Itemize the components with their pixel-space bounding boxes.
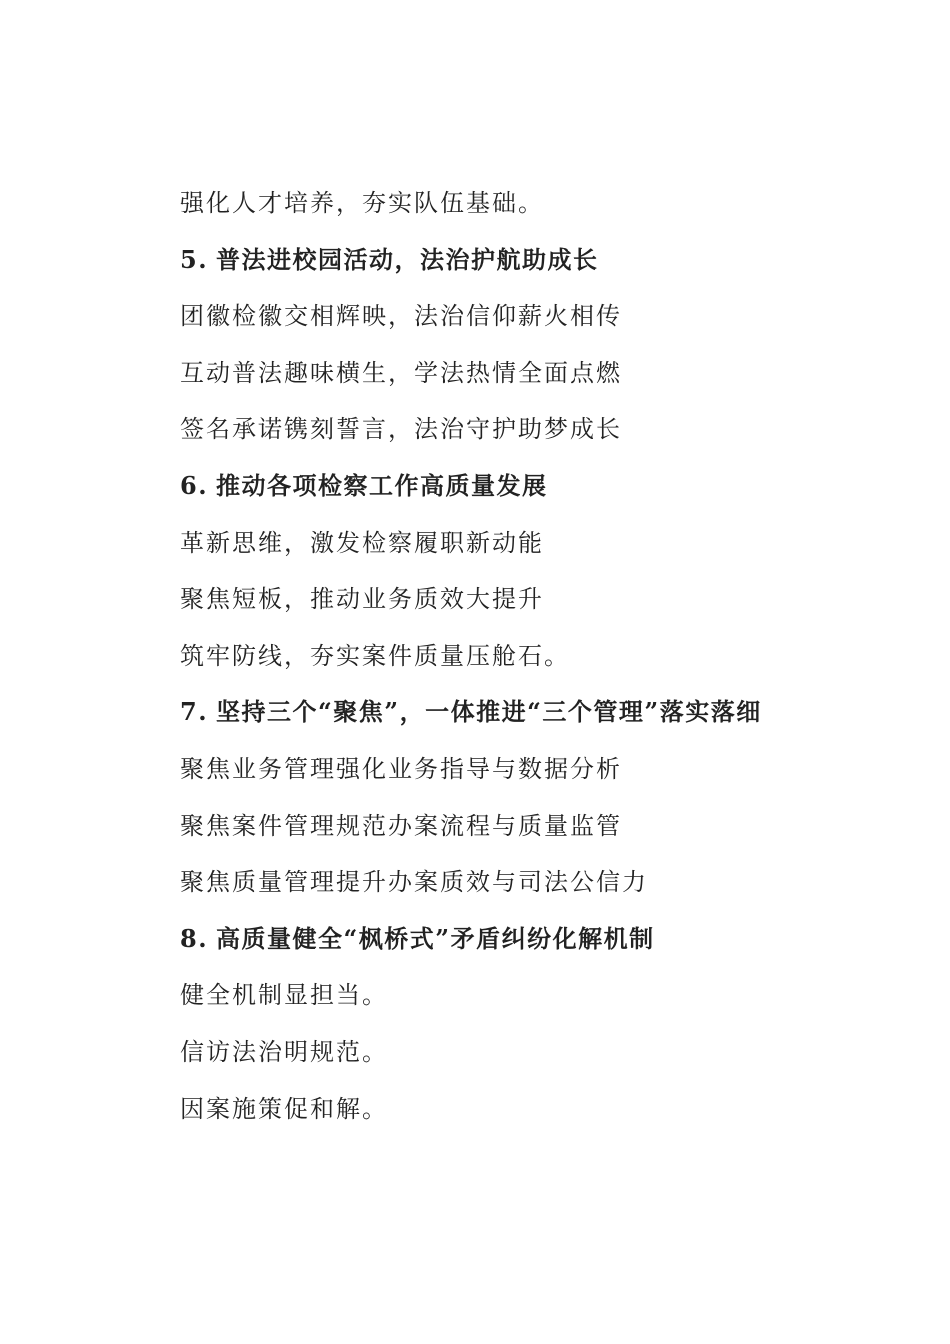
section-number: 6. [180, 470, 209, 500]
section-heading-5 [180, 240, 880, 297]
section-heading-8 [180, 919, 880, 976]
section-title: 普法进校园活动，法治护航助成长 [216, 244, 599, 274]
section-title: 坚持三个“聚焦”，一体推进“三个管理”落实落细 [216, 697, 762, 727]
paragraph-line: 聚焦质量管理提升办案质效与司法公信力 [180, 868, 648, 897]
paragraph-line: 健全机制显担当。 [180, 981, 388, 1010]
section-number: 5. [180, 244, 209, 274]
paragraph-line: 信访法治明规范。 [180, 1037, 388, 1066]
paragraph-line: 签名承诺镌刻誓言，法治守护助梦成长 [180, 415, 622, 444]
section-title: 高质量健全“枫桥式”矛盾纠纷化解机制 [216, 923, 655, 953]
section-number: 7. [180, 697, 209, 727]
paragraph-line: 筑牢防线，夯实案件质量压舱石。 [180, 641, 570, 670]
paragraph-line: 强化人才培养，夯实队伍基础。 [180, 189, 544, 217]
paragraph-line: 聚焦案件管理规范办案流程与质量监管 [180, 811, 622, 840]
paragraph-line: 互动普法趣味横生，学法热情全面点燃 [180, 358, 622, 387]
paragraph-line: 革新思维，激发检察履职新动能 [180, 528, 544, 557]
section-title: 推动各项检察工作高质量发展 [216, 470, 548, 500]
paragraph-line: 聚焦短板，推动业务质效大提升 [180, 585, 544, 614]
paragraph-line: 因案施策促和解。 [180, 1094, 388, 1123]
section-heading-6 [180, 466, 880, 523]
section-heading-7 [180, 692, 880, 749]
section-number: 8. [180, 923, 209, 953]
paragraph-line: 团徽检徽交相辉映，法治信仰薪火相传 [180, 302, 622, 331]
paragraph-line: 聚焦业务管理强化业务指导与数据分析 [180, 754, 622, 783]
document-body [180, 183, 880, 1145]
